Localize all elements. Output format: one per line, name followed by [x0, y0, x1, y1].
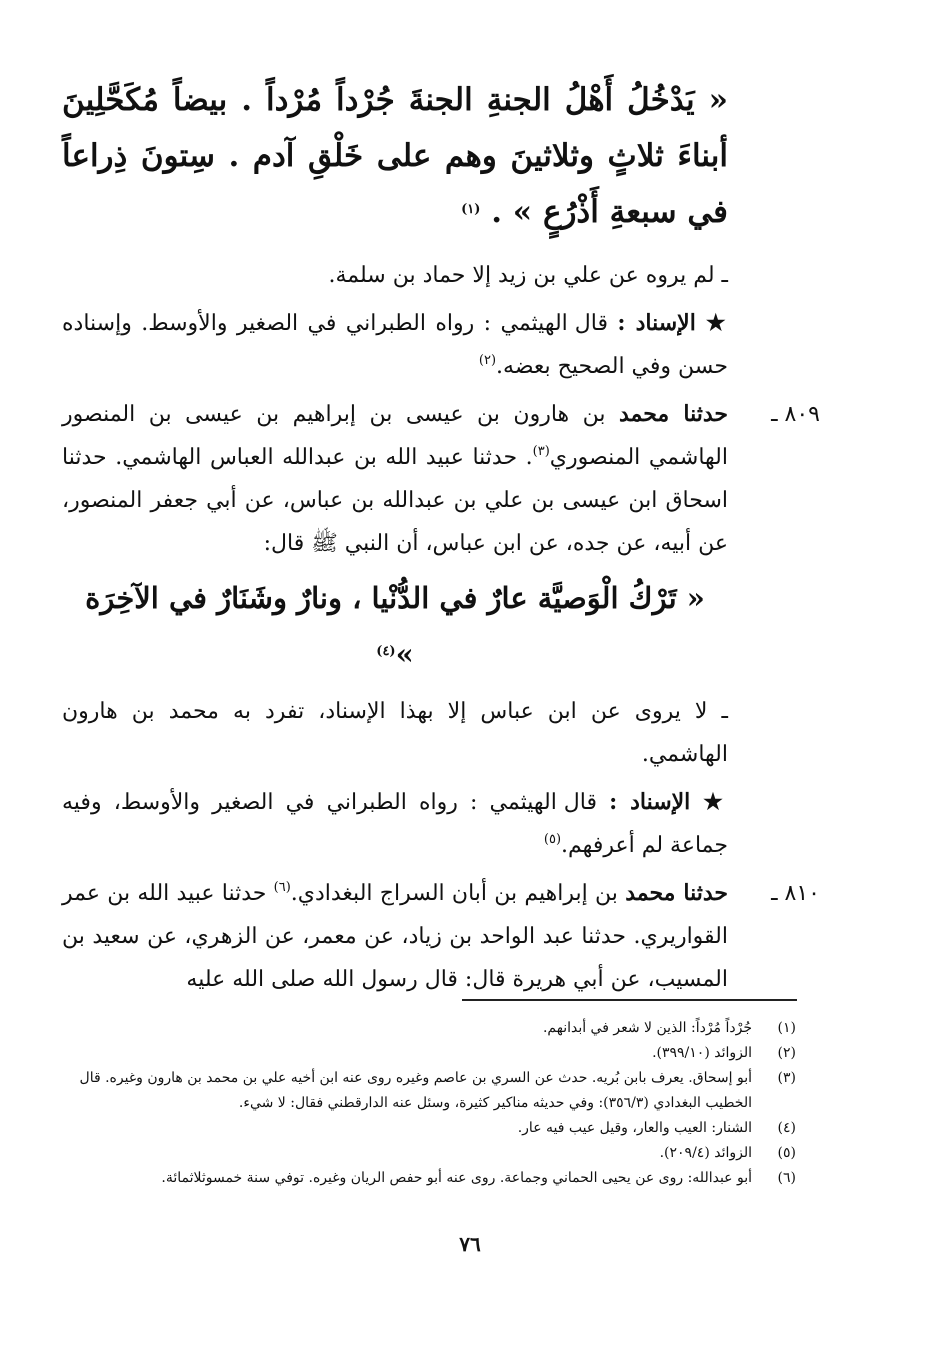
isnad-paragraph: ★ الإسناد : قال الهيثمي : رواه الطبراني في الصغير والأوسط. وإسناده حسن وفي الصحيح بعضه.$^{(٢)}$ [62, 310, 728, 379]
footnote-text: الزوائد (٢٠٩/٤). [659, 1145, 752, 1161]
chain-of-narration: حدثنا محمد بن هارون بن عيسى بن إبراهيم بن عيسى بن المنصور الهاشمي المنصوري$^{(٣)}$. حدثنا عبيد الله بن عبدالله العباس الهاشمي. حدثنا اسحاق ابن عيسى بن علي بن عبدالله بن عباس، عن أبي جعفر المنصور، عن أبيه، عن جده، عن ابن عباس، أن النبي ﷺ قال: [62, 401, 728, 556]
isnad-paragraph: ★ الإسناد : قال الهيثمي : رواه الطبراني في الصغير والأوسط، وفيه جماعة لم أعرفهم.$^{(٥)}$ [62, 789, 728, 858]
chain-of-narration: حدثنا محمد بن إبراهيم بن أبان السراج البغدادي.$^{(٦)}$ حدثنا عبيد الله بن عمر القواريري. حدثنا عبد الواحد بن زياد، عن معمر، عن الزهري، عن سعيد بن المسيب، عن أبي هريرة قال: قال رسول الله صلى الله عليه [62, 880, 728, 992]
isnad-label: ★ الإسناد : [617, 310, 728, 336]
narration-note: ـ لا يروى عن ابن عباس إلا بهذا الإسناد، تفرد به محمد بن هارون الهاشمي. [62, 699, 728, 767]
footnote-ref[interactable]: (٦) [273, 880, 291, 895]
footnote-item [62, 1141, 796, 1166]
chain-lead: حدثنا محمد [625, 880, 728, 906]
footnote-number: (٤) [777, 1120, 796, 1136]
hadith-text: « يَدْخُلُ أَهْلُ الجنةِ الجنةَ جُرْداً مُرْداً . بيضاً مُكَحَّلِينَ أبناءَ ثلاثٍ وثلاثينَ وهم على خَلْقِ آدم . سِتونَ ذِراعاً في سبعةِ أَذْرُعٍ » . $^{(١)}$ [62, 82, 728, 230]
isnad-label: ★ الإسناد : [609, 789, 728, 815]
narration-note: ـ لم يروه عن علي بن زيد إلا حماد بن سلمة. [328, 263, 728, 288]
footnote-number: (١) [777, 1020, 796, 1036]
footnote-item [62, 1166, 796, 1191]
footnote-item [62, 1041, 796, 1066]
chain-lead: حدثنا محمد [618, 401, 728, 427]
footnote-text: الزوائد (٣٩٩/١٠). [652, 1045, 752, 1061]
footnote-item [62, 1116, 796, 1141]
footnote-number: (٢) [777, 1045, 796, 1061]
page-number: ٧٦ [459, 1232, 481, 1256]
hadith-entry-810 [62, 872, 820, 1001]
hadith-text: « تَرْكُ الْوَصيَّة عارٌ في الدُّنْيا ، ونارٌ وشَنَارٌ في الآخِرَة »$^{(٤)}$ [85, 581, 705, 671]
hadith-entry-809 [62, 393, 820, 565]
footnote-item [62, 1016, 796, 1041]
footnote-item [62, 1066, 796, 1116]
footnote-number: (٣) [777, 1070, 796, 1086]
footnote-text: جُرْداً مُرْداً: الذين لا شعر في أبدانهم. [542, 1020, 752, 1036]
page-body [62, 72, 820, 1006]
footnote-divider [462, 999, 797, 1001]
entry-number: ٨٠٩ ـ [771, 402, 820, 427]
footnote-ref[interactable]: (٥) [543, 832, 562, 847]
footnote-text: أبو عبدالله: روى عن يحيى الحماني وجماعة. روى عنه أبو حفص الريان وغيره. توفي سنة خمسوثلاثمائة. [161, 1170, 752, 1186]
footnote-ref[interactable]: (٤) [376, 644, 396, 659]
entry-number: ٨١٠ ـ [771, 881, 820, 906]
footnote-text: أبو إسحاق. يعرف بابن بُريه. حدث عن السري بن عاصم وغيره روى عنه ابن أخيه علي بن محمد بن هارون وغيره. قال الخطيب البغدادي (٣٥٦/٣): وفي حديثه مناكير كثيرة، وسئل عنه الدارقطني فقال: لا شيء. [79, 1070, 752, 1111]
footnote-ref[interactable]: (٣) [532, 444, 550, 459]
footnote-ref[interactable]: (١) [461, 202, 481, 217]
footnote-number: (٦) [777, 1170, 796, 1186]
footnote-number: (٥) [777, 1145, 796, 1161]
footnote-ref[interactable]: (٢) [478, 353, 497, 368]
footnote-text: الشنار: العيب والعار، وقيل عيب فيه عار. [517, 1120, 752, 1136]
footnotes [62, 1016, 796, 1191]
